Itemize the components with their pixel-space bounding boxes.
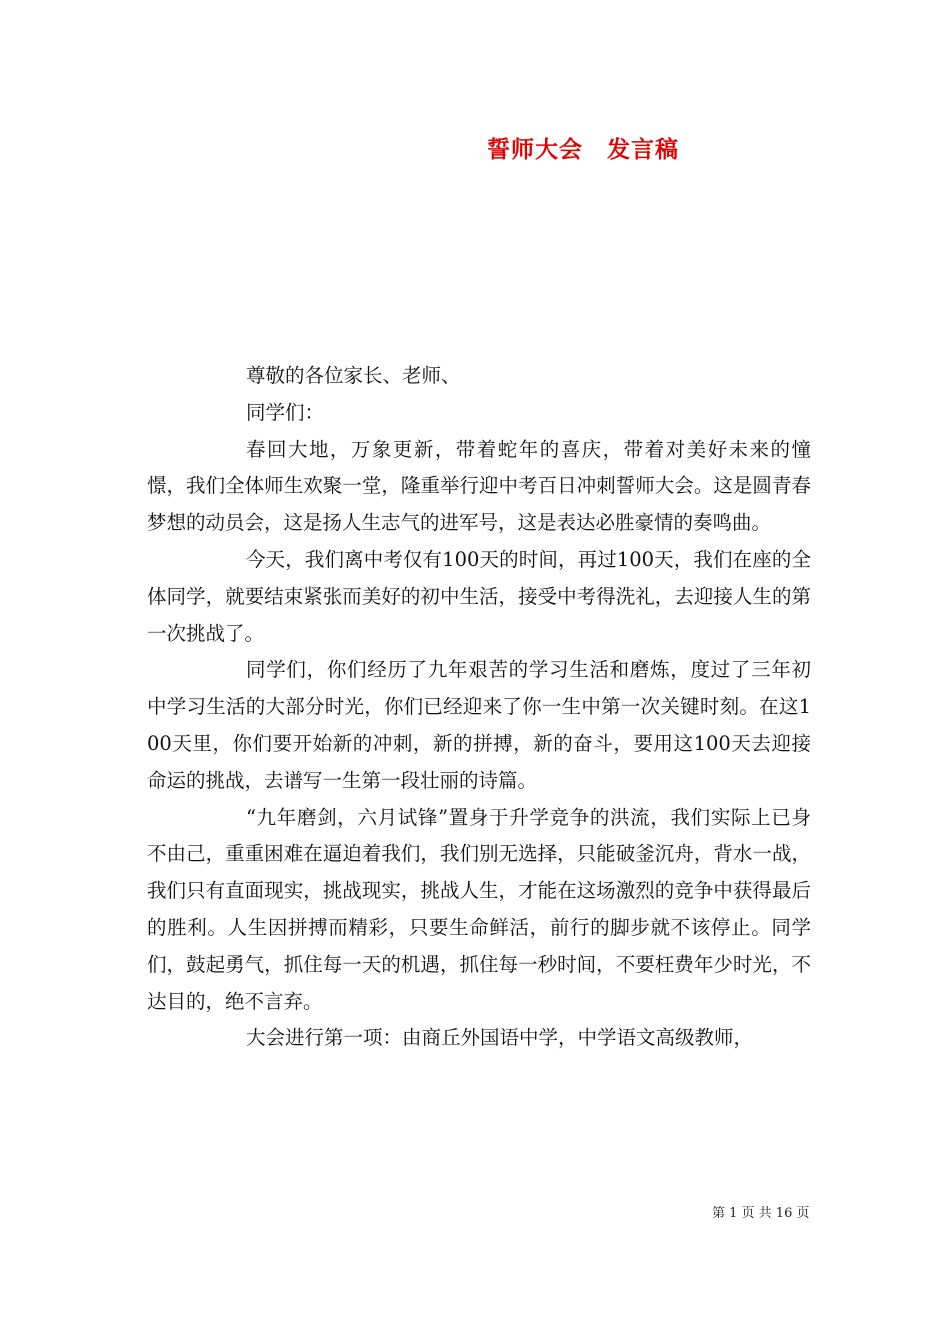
paragraph: 大会进行第一项：由商丘外国语中学，中学语文高级教师， <box>246 1026 754 1050</box>
salutation-line: 尊敬的各位家长、老师、 <box>246 364 461 387</box>
paragraph: 春回大地，万象更新，带着蛇年的喜庆，带着对美好未来的憧憬，我们全体师生欢聚一堂，隆重举行迎中考百日冲刺誓师大会。这是圆青春梦想的动员会，这是扬人生志气的进军号，这是表达必胜豪情的奏鸣曲。 <box>147 437 811 535</box>
document-title: 誓师大会 发言稿 <box>487 136 679 163</box>
paragraph: “九年磨剑，六月试锋”置身于升学竞争的洪流，我们实际上已身不由己，重重困难在逼迫着我们，我们别无选择，只能破釜沉舟，背水一战，我们只有直面现实，挑战现实，挑战人生，才能在这场激烈的竞争中获得最后的胜利。人生因拼搏而精彩，只要生命鲜活，前行的脚步就不该停止。同学们，鼓起勇气，抓住每一天的机遇，抓住每一秒时间，不要枉费年少时光，不达目的，绝不言弃。 <box>147 805 811 1013</box>
salutation-line: 同学们： <box>246 400 325 424</box>
paragraph: 今天，我们离中考仅有100天的时间，再过100天，我们在座的全体同学，就要结束紧张而美好的初中生活，接受中考得洗礼，去迎接人生的第一次挑战了。 <box>147 547 811 645</box>
document-body <box>147 358 811 1057</box>
page-number: 第 1 页 共 16 页 <box>712 1206 810 1221</box>
paragraph: 同学们，你们经历了九年艰苦的学习生活和磨炼，度过了三年初中学习生活的大部分时光，你们已经迎来了你一生中第一次关键时刻。在这100天里，你们要开始新的冲刺，新的拼搏，新的奋斗，要用这100天去迎接命运的挑战，去谱写一生第一段壮丽的诗篇。 <box>147 658 811 792</box>
